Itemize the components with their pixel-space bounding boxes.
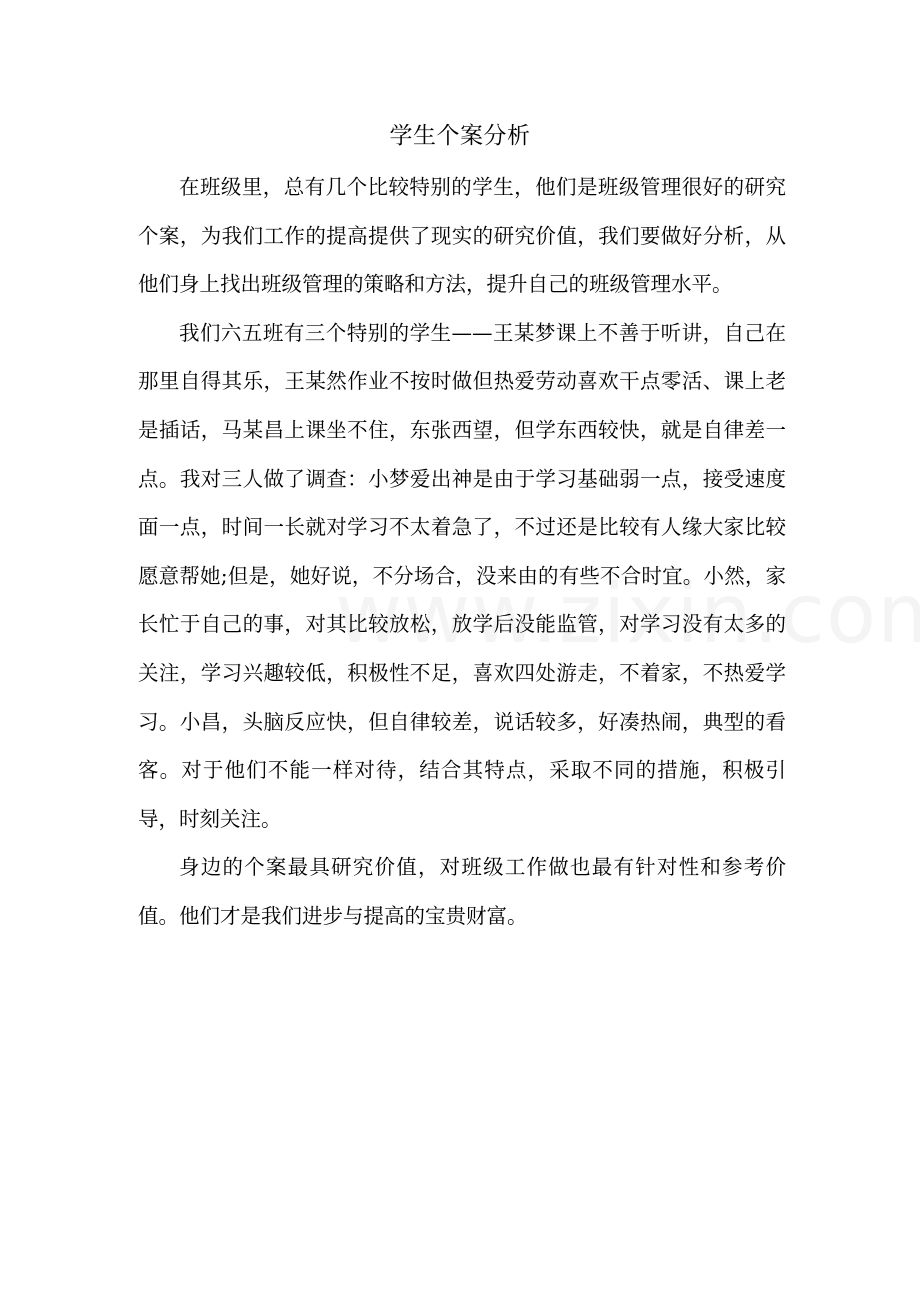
- document-title: 学生个案分析: [389, 123, 531, 149]
- paragraph-intro: 在班级里，总有几个比较特别的学生，他们是班级管理很好的研究个案，为我们工作的提高提供了现实的研究价值，我们要做好分析，从他们身上找出班级管理的策略和方法，提升自己的班级管理水平。: [138, 175, 786, 297]
- document-body: [138, 163, 786, 941]
- paragraph-case-details: 我们六五班有三个特别的学生——王某梦课上不善于听讲，自己在那里自得其乐，王某然作业不按时做但热爱劳动喜欢干点零活、课上老是插话，马某昌上课坐不住，东张西望，但学东西较快，就是自律差一点。我对三人做了调查：小梦爱出神是由于学习基础弱一点，接受速度面一点，时间一长就对学习不太着急了，不过还是比较有人缘大家比较愿意帮她;但是，她好说，不分场合，没来由的有些不合时宜。小然，家长忙于自己的事，对其比较放松，放学后没能监管，对学习没有太多的关注，学习兴趣较低，积极性不足，喜欢四处游走，不着家，不热爱学习。小昌，头脑反应快，但自律较差，说话较多，好凑热闹，典型的看客。对于他们不能一样对待，结合其特点，采取不同的措施，积极引导，时刻关注。: [138, 320, 786, 831]
- paragraph-conclusion: 身边的个案最具研究价值，对班级工作做也最有针对性和参考价值。他们才是我们进步与提高的宝贵财富。: [138, 855, 786, 928]
